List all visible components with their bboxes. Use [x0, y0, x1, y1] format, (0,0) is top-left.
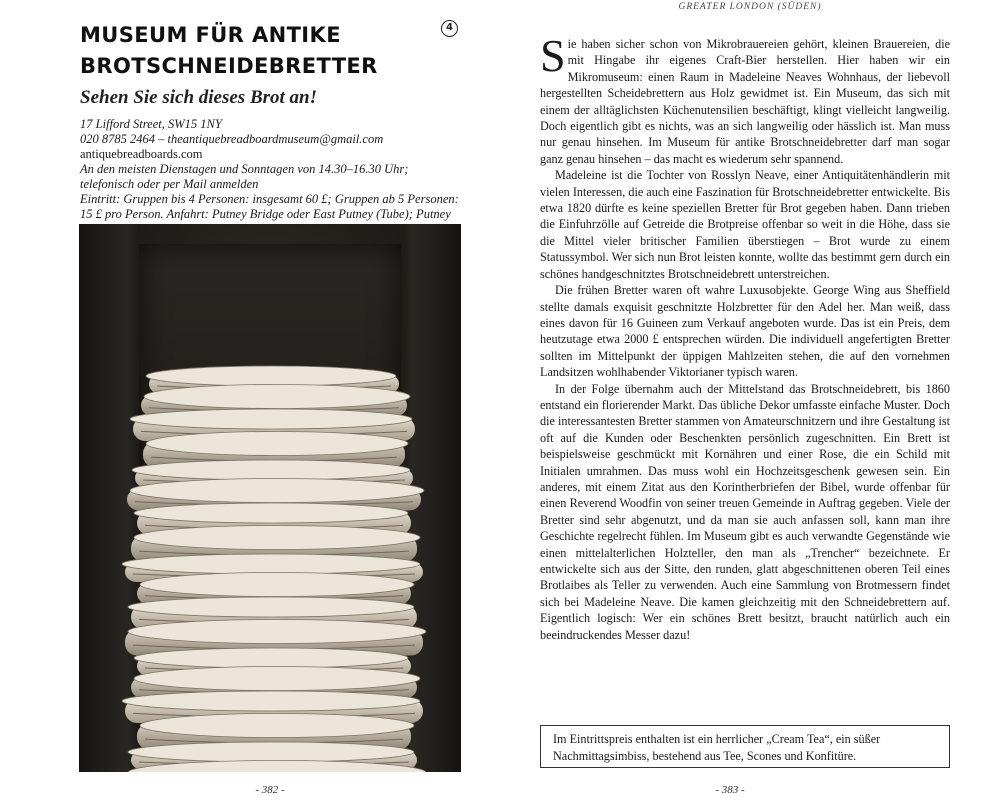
phone-email: 020 8785 2464 – theantiquebreadboardmuseum@gmail.com [80, 132, 384, 146]
drop-cap: S [540, 30, 566, 81]
opening-hours: An den meisten Dienstagen und Sonntagen von 14.30–16.30 Uhr; telefonisch oder per Mail anmelden [80, 162, 409, 191]
article-body [540, 30, 950, 643]
website-link[interactable]: antiquebreadboards.com [80, 147, 203, 161]
paragraph-1: Sie haben sicher schon von Mikrobrauereien gehört, kleinen Brauereien, die mit Hingabe ihr eigenes Craft-Bier herstellen. Hier haben wir ein Mikromuseum: einen Raum in Madeleine Neaves Wohnhaus, der liebevoll hergestellten Scheidebrettern aus Holz gewidmet ist. Ein Museum, das sich mit einem der alltäglichsten Küchenutensilien beschäftigt, klingt vielleicht langweilig. Doch eigentlich gibt es nichts, was an sich langweilig oder hässlich ist. Man muss nur genau hinsehen. Im Museum für antike Brotschneidebretter darf man sogar ganz genau hinsehen – das macht es wiederum sehr spannend. [540, 30, 950, 166]
paragraph-4: In der Folge übernahm auch der Mittelstand das Brotschneidebrett, bis 1860 entstand ein florierender Markt. Das übliche Dekor umfasste einfache Muster. Doch die interessantesten Bretter stammen von Amateurschnitzern und ihre Gestaltung ist oft auf die Kunden oder Beschenkten persönlich zugeschnitten. Ein Brett ist beispielsweise geschmückt mit Kornähren und einer Rose, die ein Schild mit Initialen umrahmen. Das muss wohl ein Hochzeitsgeschenk gewesen sein. Ein anderes, mit einem Zitat aus den Korintherbriefen der Bibel, wurde offenbar für einen Reverend Woodfin von seiner treuen Gemeinde in Auftrag gegeben. Viele der Bretter sind sehr abgenutzt, und da man sie auch anfassen soll, kann man ihre Geschichte regelrecht fühlen. Im Museum gibt es auch verwandte Gegenstände wie einen mittelalterlichen Holzteller, den man als „Trencher“ bezeichnete. Er entwickelte sich aus der Sitte, den runden, glatt abgeschnittenen oberen Teil eines Brotlaibes als Teller zu verwenden. Auch eine Sammlung von Brotmessern findet sich bei Madeleine Neave. Die kamen gleichzeitig mit den Schneidebrettern auf. Eigentlich logisch: Wer ein schönes Brett besitzt, braucht natürlich auch ein beeindruckendes Messer dazu! [540, 381, 950, 642]
tip-box: Im Eintrittspreis enthalten ist ein herrlicher „Cream Tea“, ein süßer Nachmittagsimbiss, bestehend aus Tee, Scones und Konfitüre. [540, 725, 950, 768]
page-number-right: - 383 - [715, 784, 745, 796]
breadboard-stack [122, 366, 426, 772]
right-page [500, 0, 1000, 800]
address: 17 Lifford Street, SW15 1NY [80, 117, 222, 131]
museum-info-block [80, 117, 465, 237]
museum-title: MUSEUM FÜR ANTIKE BROTSCHNEIDEBRETTER [80, 23, 378, 78]
entry-number-badge: 4 [441, 20, 458, 37]
page-number-left: - 382 - [255, 784, 285, 796]
breadboard-stack-photo [79, 224, 461, 772]
museum-subtitle: Sehen Sie sich dieses Brot an! [80, 87, 318, 108]
paragraph-2: Madeleine ist die Tochter von Rosslyn Neave, einer Antiquitätenhändlerin mit vielen Interessen, die auch eine Faszination für Brotschneidebretter entwickelte. Bis etwa 1820 dürfte es keine speziellen Bretter für Brot gegeben haben. Dann trieben die Einfuhrzölle auf Getreide die Brotpreise offenbar so weit in die Höhe, dass sie die Mittel vieler britischer Familien überstiegen – Brot wurde zu einem Statussymbol. Wer sich nun Brot leisten konnte, wollte das bestimmt gern durch ein schönes handgeschnitztes Brotschneidebrett unterstreichen. [540, 168, 950, 281]
admission-info: Eintritt: Gruppen bis 4 Personen: insgesamt 60 £; Gruppen ab 5 Personen: 15 £ pro Person. Anfahrt: Putney Bridge oder East Putney (Tube); Putney [80, 192, 459, 221]
paragraph-3: Die frühen Bretter waren oft wahre Luxusobjekte. George Wing aus Sheffield stellte damals exquisit geschnitzte Holzbretter für den Adel her. Man weiß, dass eines davon für 16 Guineen zum Verkauf angeboten wurde. Das ist ein Preis, dem heutzutage etwa 2000 £ entsprechen würden. Die individuell angefertigten Bretter sollten im Mittelpunkt der üppigen Mahlzeiten stehen, die auf den vornehmen Landsitzen wohlhabender Viktorianer typisch waren. [540, 283, 950, 380]
running-head: GREATER LONDON (SÜDEN) [678, 2, 822, 12]
